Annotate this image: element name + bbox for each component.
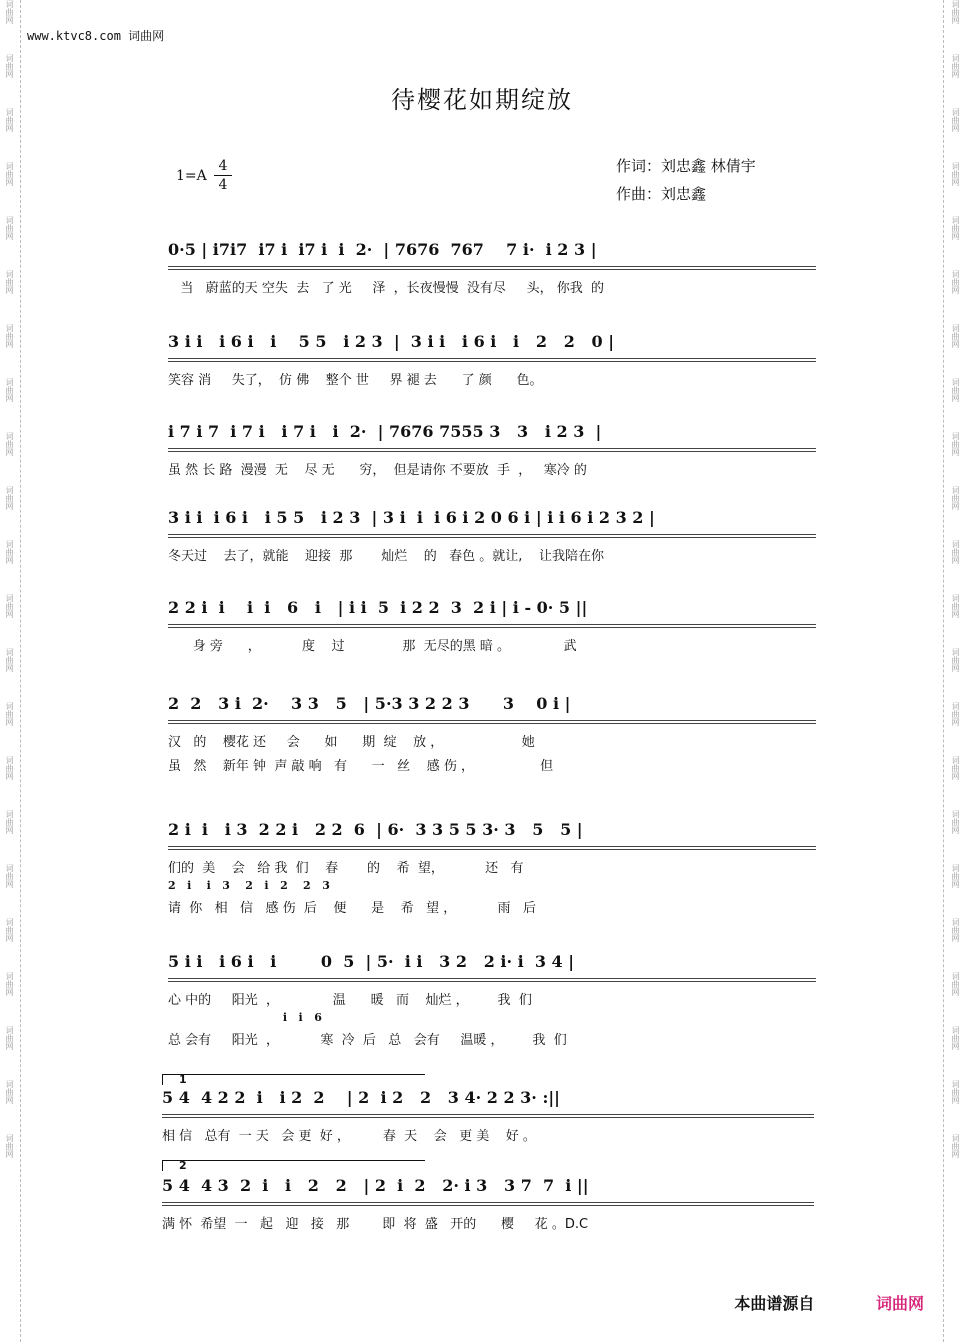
- score-system-9: [162, 1076, 814, 1143]
- composer-credit: 作曲：刘忠鑫: [616, 185, 707, 203]
- watermark-text: 词曲网: [5, 270, 14, 294]
- alternate-notes: i i 6: [168, 1011, 322, 1024]
- watermark-text: 词曲网: [951, 270, 960, 294]
- right-watermark-column: [948, 0, 962, 1342]
- left-watermark-column: [2, 0, 16, 1342]
- score-system-5: [168, 586, 816, 653]
- notation-line: 2 2 3 i 2· 3 3 5 | 5·3 3 2 2 3 3 0 i |: [168, 682, 816, 721]
- notation-line: 5 i i i 6 i i 0 5 | 5· i i 3 2 2 i· i 3 4 |: [168, 940, 816, 979]
- notation-line: 5 4 4 2 2 i i 2 2 | 2 i 2 2 3 4· 2 2 3· :||: [162, 1076, 814, 1115]
- second-ending-bracket: 2: [162, 1160, 425, 1171]
- watermark-text: 词曲网: [951, 54, 960, 78]
- score-system-7: [168, 808, 816, 915]
- lyrics-verse-1: 汉 的 樱花 还 会 如 期 绽 放 ， 她: [168, 735, 535, 750]
- watermark-text: 词曲网: [951, 216, 960, 240]
- watermark-text: 词曲网: [5, 810, 14, 834]
- score-system-8: [168, 940, 816, 1047]
- watermark-text: 词曲网: [5, 1134, 14, 1158]
- right-dashed-border: [943, 0, 944, 1342]
- lyrics-line: 冬天过 去了，就能 迎接 那 灿烂 的 春色 。就让, 让我陪在你: [168, 549, 604, 564]
- lyricist-credit: 作词：刘忠鑫 林倩宇: [616, 157, 756, 175]
- watermark-text: 词曲网: [951, 918, 960, 942]
- watermark-text: 词曲网: [5, 1080, 14, 1104]
- watermark-text: 词曲网: [5, 162, 14, 186]
- watermark-text: 词曲网: [5, 378, 14, 402]
- watermark-text: 词曲网: [951, 540, 960, 564]
- lyrics-line: 笑容 消 失了， 仿 佛 整个 世 界 褪 去 了 颜 色。: [168, 373, 543, 388]
- lyrics-line: 相 信 总有 一 天 会 更 好 ， 春 天 会 更 美 好 。: [162, 1129, 536, 1144]
- lyrics-line: 虽 然 长 路 漫漫 无 尽 无 穷， 但是请你 不要放 手 ， 寒冷 的: [168, 463, 587, 478]
- notation-line: 0·5 | i7i7 i7 i i7 i i 2· | 7676 767 7 i· i 2 3 |: [168, 228, 816, 267]
- watermark-text: 词曲网: [5, 648, 14, 672]
- watermark-text: 词曲网: [951, 486, 960, 510]
- notation-line: 3 i i i 6 i i 5 5 i 2 3 | 3 i i i 6 i i 2 2 0 |: [168, 320, 816, 359]
- watermark-text: 词曲网: [951, 864, 960, 888]
- first-ending-bracket: 1: [162, 1074, 425, 1085]
- watermark-text: 词曲网: [5, 0, 14, 24]
- watermark-text: 词曲网: [5, 540, 14, 564]
- watermark-text: 词曲网: [951, 702, 960, 726]
- watermark-text: 词曲网: [5, 1026, 14, 1050]
- watermark-text: 词曲网: [951, 756, 960, 780]
- watermark-text: 词曲网: [951, 378, 960, 402]
- watermark-text: 词曲网: [5, 54, 14, 78]
- lyrics-verse-2: 总 会有 阳光 ， 寒 冷 后 总 会有 温暖 ， 我 们: [168, 1033, 567, 1048]
- watermark-text: 词曲网: [951, 972, 960, 996]
- notation-line: 5 4 4 3 2 i i 2 2 | 2 i 2 2· i 3 3 7 7 i ||: [162, 1164, 814, 1203]
- notation-line: 2 i i i 3 2 2 i 2 2 6 | 6· 3 3 5 5 3· 3 5 5 |: [168, 808, 816, 847]
- alternate-notes: 2 i i 3 2 i 2 2 3: [168, 879, 330, 892]
- watermark-text: 词曲网: [951, 432, 960, 456]
- notation-line: 3 i i i 6 i i 5 5 i 2 3 | 3 i i i 6 i 2 0 6 i | i i 6 i 2 3 2 |: [168, 496, 816, 535]
- score-system-2: [168, 320, 816, 387]
- watermark-text: 词曲网: [5, 756, 14, 780]
- watermark-text: 词曲网: [5, 486, 14, 510]
- lyrics-line: 当 蔚蓝的天 空失 去 了 光 泽 ，长夜慢慢 没有尽 头， 你我 的: [168, 281, 604, 296]
- watermark-text: 词曲网: [5, 864, 14, 888]
- watermark-text: 词曲网: [5, 972, 14, 996]
- lyrics-verse-2: 请 你 相 信 感 伤 后 便 是 希 望 ， 雨 后: [168, 901, 536, 916]
- watermark-text: 词曲网: [5, 108, 14, 132]
- time-divider: [214, 175, 232, 176]
- watermark-text: 词曲网: [951, 1080, 960, 1104]
- score-system-1: [168, 228, 816, 295]
- song-title: 待樱花如期绽放: [391, 86, 573, 114]
- score-system-10: [162, 1164, 814, 1231]
- watermark-text: 词曲网: [951, 594, 960, 618]
- score-system-4: [168, 496, 816, 563]
- time-bottom: 4: [218, 177, 228, 193]
- lyrics-verse-1: 们的 美 会 给 我 们 春 的 希 望， 还 有: [168, 861, 524, 876]
- score-system-6: [168, 682, 816, 773]
- lyrics-verse-2: 虽 然 新年 钟 声 敲 响 有 一 丝 感 伤 ， 但: [168, 759, 554, 774]
- lyrics-verse-1: 心 中的 阳光 ， 温 暖 而 灿烂 ， 我 们: [168, 993, 532, 1008]
- watermark-text: 词曲网: [5, 432, 14, 456]
- watermark-text: 词曲网: [951, 810, 960, 834]
- watermark-text: 词曲网: [5, 594, 14, 618]
- source-footer: [734, 1291, 924, 1314]
- watermark-text: 词曲网: [951, 324, 960, 348]
- watermark-text: 词曲网: [5, 324, 14, 348]
- time-signature: [214, 158, 232, 193]
- watermark-text: 词曲网: [951, 108, 960, 132]
- notation-line: 2 2 i i i i 6 i | i i 5 i 2 2 3 2 i | i - 0· 5 ||: [168, 586, 816, 625]
- time-top: 4: [218, 158, 228, 174]
- lyrics-line: 满 怀 希望 一 起 迎 接 那 即 将 盛 开的 樱 花 。D.C: [162, 1217, 589, 1232]
- watermark-text: 词曲网: [5, 216, 14, 240]
- watermark-text: 词曲网: [951, 0, 960, 24]
- left-dashed-border: [20, 0, 21, 1342]
- lyrics-line: 身 旁 ， 度 过 那 无尽的黑 暗 。 武: [168, 639, 577, 654]
- watermark-text: 词曲网: [951, 162, 960, 186]
- watermark-text: 词曲网: [951, 1134, 960, 1158]
- source-label: 本曲谱源自: [734, 1294, 815, 1313]
- key-signature: 1=A: [176, 168, 207, 184]
- score-system-3: [168, 410, 816, 477]
- brand-link[interactable]: 词曲网: [875, 1294, 924, 1313]
- watermark-text: 词曲网: [951, 648, 960, 672]
- notation-line: i 7 i 7 i 7 i i 7 i i 2· | 7676 7555 3 3 i 2 3 |: [168, 410, 816, 449]
- watermark-text: 词曲网: [951, 1026, 960, 1050]
- watermark-text: 词曲网: [5, 918, 14, 942]
- watermark-text: 词曲网: [5, 702, 14, 726]
- site-url: www.ktvc8.com 词曲网: [27, 29, 165, 43]
